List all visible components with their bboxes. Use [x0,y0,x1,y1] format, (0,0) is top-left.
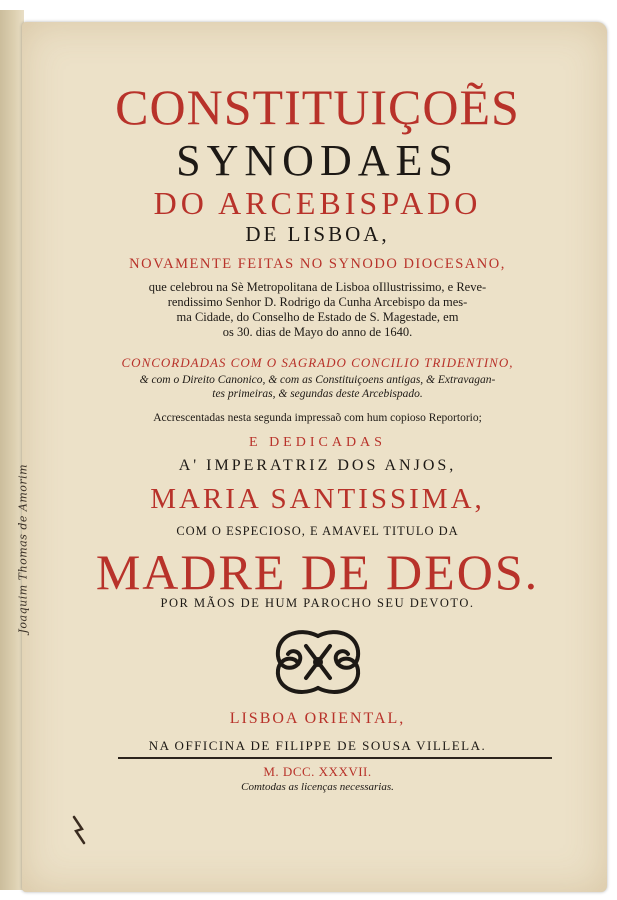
concordadas-heading: CONCORDADAS COM O SAGRADO CONCILIO TRIDENTINO, [121,355,514,370]
place-line: LISBOA ORIENTAL, [229,710,406,727]
licencas-line: Comtodas as licenças necessarias. [241,781,394,793]
accrescentadas-line: Accrescentadas nesta segunda impressaõ com hum copioso Reportorio; [153,412,482,424]
imperatriz-line: A' IMPERATRIZ DOS ANJOS, [178,457,457,474]
concordadas-line: tes primeiras, & segundas deste Arcebispado. [212,387,423,400]
year-line: M. DCC. XXXVII. [263,764,372,779]
concordadas-line: & com o Direito Canonico, & com as Constituiçoens antigas, & Extravagan- [139,374,496,386]
body-line: que celebrou na Sè Metropolitana de Lisboa oIllustrissimo, e Reve- [148,280,487,294]
title-line-3: DO ARCEBISPADO [153,185,482,221]
body-line: os 30. dias de Mayo do anno de 1640. [222,325,413,339]
subtitle-line: NOVAMENTE FEITAS NO SYNODO DIOCESANO, [129,256,506,272]
handwritten-margin-note: Joaquim Thomas de Amorim [16,463,30,634]
body-line: ma Cidade, do Conselho de Estado de S. Magestade, em [176,310,459,324]
paper-damage-mark [70,815,88,845]
dedicadas-line: E DEDICADAS [249,435,386,450]
parocho-line: POR MÃOS DE HUM PAROCHO SEU DEVOTO. [160,596,475,610]
title-line-1: CONSTITUIÇOẼS [115,79,520,135]
body-line: rendissimo Senhor D. Rodrigo da Cunha Arcebispo da mes- [167,295,468,309]
concordadas-body [80,374,555,401]
title-line-2: SYNODAES [176,136,459,185]
body-paragraph [80,280,555,340]
fleuron-ornament-icon [268,626,368,698]
divider-rule [118,757,552,759]
printer-line: NA OFFICINA DE FILIPPE DE SOUSA VILLELA. [148,738,487,753]
title-line-4: DE LISBOA, [245,222,390,246]
especioso-line: COM O ESPECIOSO, E AMAVEL TITULO DA [176,524,459,538]
madre-de-deos-line: MADRE DE DEOS. [95,544,540,600]
maria-line: MARIA SANTISSIMA, [150,483,485,515]
